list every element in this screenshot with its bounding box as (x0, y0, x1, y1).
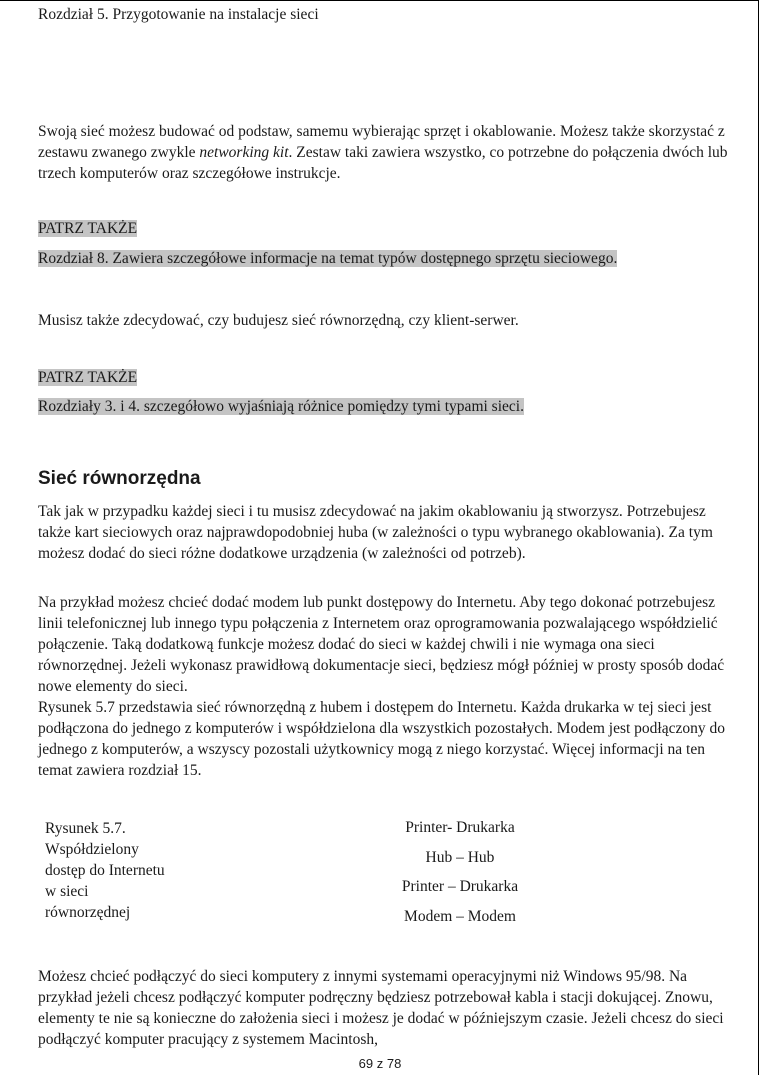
see-also-text-1: Rozdział 8. Zawiera szczegółowe informacje na temat typów dostępnego sprzętu sieciowego. (38, 250, 618, 267)
see-also-text-2: Rozdziały 3. i 4. szczegółowo wyjaśniają różnice pomiędzy tymi typami sieci. (38, 398, 524, 415)
figure-legend-item: Hub – Hub (425, 849, 495, 866)
figure-legend-item: Printer – Drukarka (401, 878, 519, 895)
figure-caption: Rysunek 5.7. Współdzielony dostęp do Internetu w sieci równorzędnej (45, 820, 165, 921)
intro-italic-term: networking kit (199, 144, 289, 161)
intro-text-before: Swoją sieć możesz budować od podstaw, samemu wybierając sprzęt i okablowanie. Możesz także skorzystać z zestawu zwanego zwykle (38, 123, 725, 161)
section-paragraph-3: Rysunek 5.7 przedstawia sieć równorzędną z hubem i dostępem do Internetu. Każda drukarka w tej sieci jest podłączona do jednego z komputerów i współdzielona dla wszystkich pozostałych. Modem jest podłączony do jednego z komputerów, a wszyscy pozostali użytkownicy mogą z niego korzystać. Więcej informacji na ten temat zawiera rozdział 15. (38, 699, 725, 779)
chapter-header: Rozdział 5. Przygotowanie na instalacje sieci (38, 6, 319, 23)
page-number: 69 z 78 (358, 1056, 402, 1071)
intro-paragraph (38, 121, 728, 184)
see-also-label-1: PATRZ TAKŻE (38, 220, 138, 237)
section-paragraph-1: Tak jak w przypadku każdej sieci i tu musisz zdecydować na jakim okablowaniu ją stworzysz. Potrzebujesz także kart sieciowych oraz najprawdopodobniej huba (w zależności o typu wybranego okablowania). Za tym możesz dodać do sieci różne dodatkowe urządzenia (w zależności od potrzeb). (38, 503, 713, 562)
intro-text-after: . Zestaw taki zawiera wszystko, co potrzebne do połączenia dwóch lub trzech komputerów oraz szczegółowe instrukcje. (38, 144, 728, 182)
decide-paragraph: Musisz także zdecydować, czy budujesz sieć równorzędną, czy klient-serwer. (38, 312, 519, 329)
figure-legend-item: Modem – Modem (404, 908, 516, 925)
see-also-label-2: PATRZ TAKŻE (38, 369, 138, 386)
section-heading: Sieć równorzędna (38, 468, 201, 489)
closing-paragraph: Możesz chcieć podłączyć do sieci komputery z innymi systemami operacyjnymi niż Windows 95/98. Na przykład jeżeli chcesz podłączyć komputer podręczny będziesz potrzebował kabla i stacji dokującej. Znowu, elementy te nie są konieczne do założenia sieci i możesz je dodać w późniejszym czasie. Jeżeli chcesz do sieci podłączyć komputer pracujący z systemem Macintosh, (38, 968, 724, 1048)
section-paragraph-2: Na przykład możesz chcieć dodać modem lub punkt dostępowy do Internetu. Aby tego dokonać potrzebujesz linii telefonicznej lub innego typu połączenia z Internetem oraz oprogramowania pozwalającego współdzielić połączenie. Taką dodatkową funkcje możesz dodać do sieci w każdej chwili i nie wymaga ona sieci równorzędnej. Jeżeli wykonasz prawidłową dokumentacje sieci, będziesz mógł później w prosty sposób dodać nowe elementy do sieci. (38, 594, 725, 695)
figure-legend-item: Printer- Drukarka (405, 819, 515, 836)
